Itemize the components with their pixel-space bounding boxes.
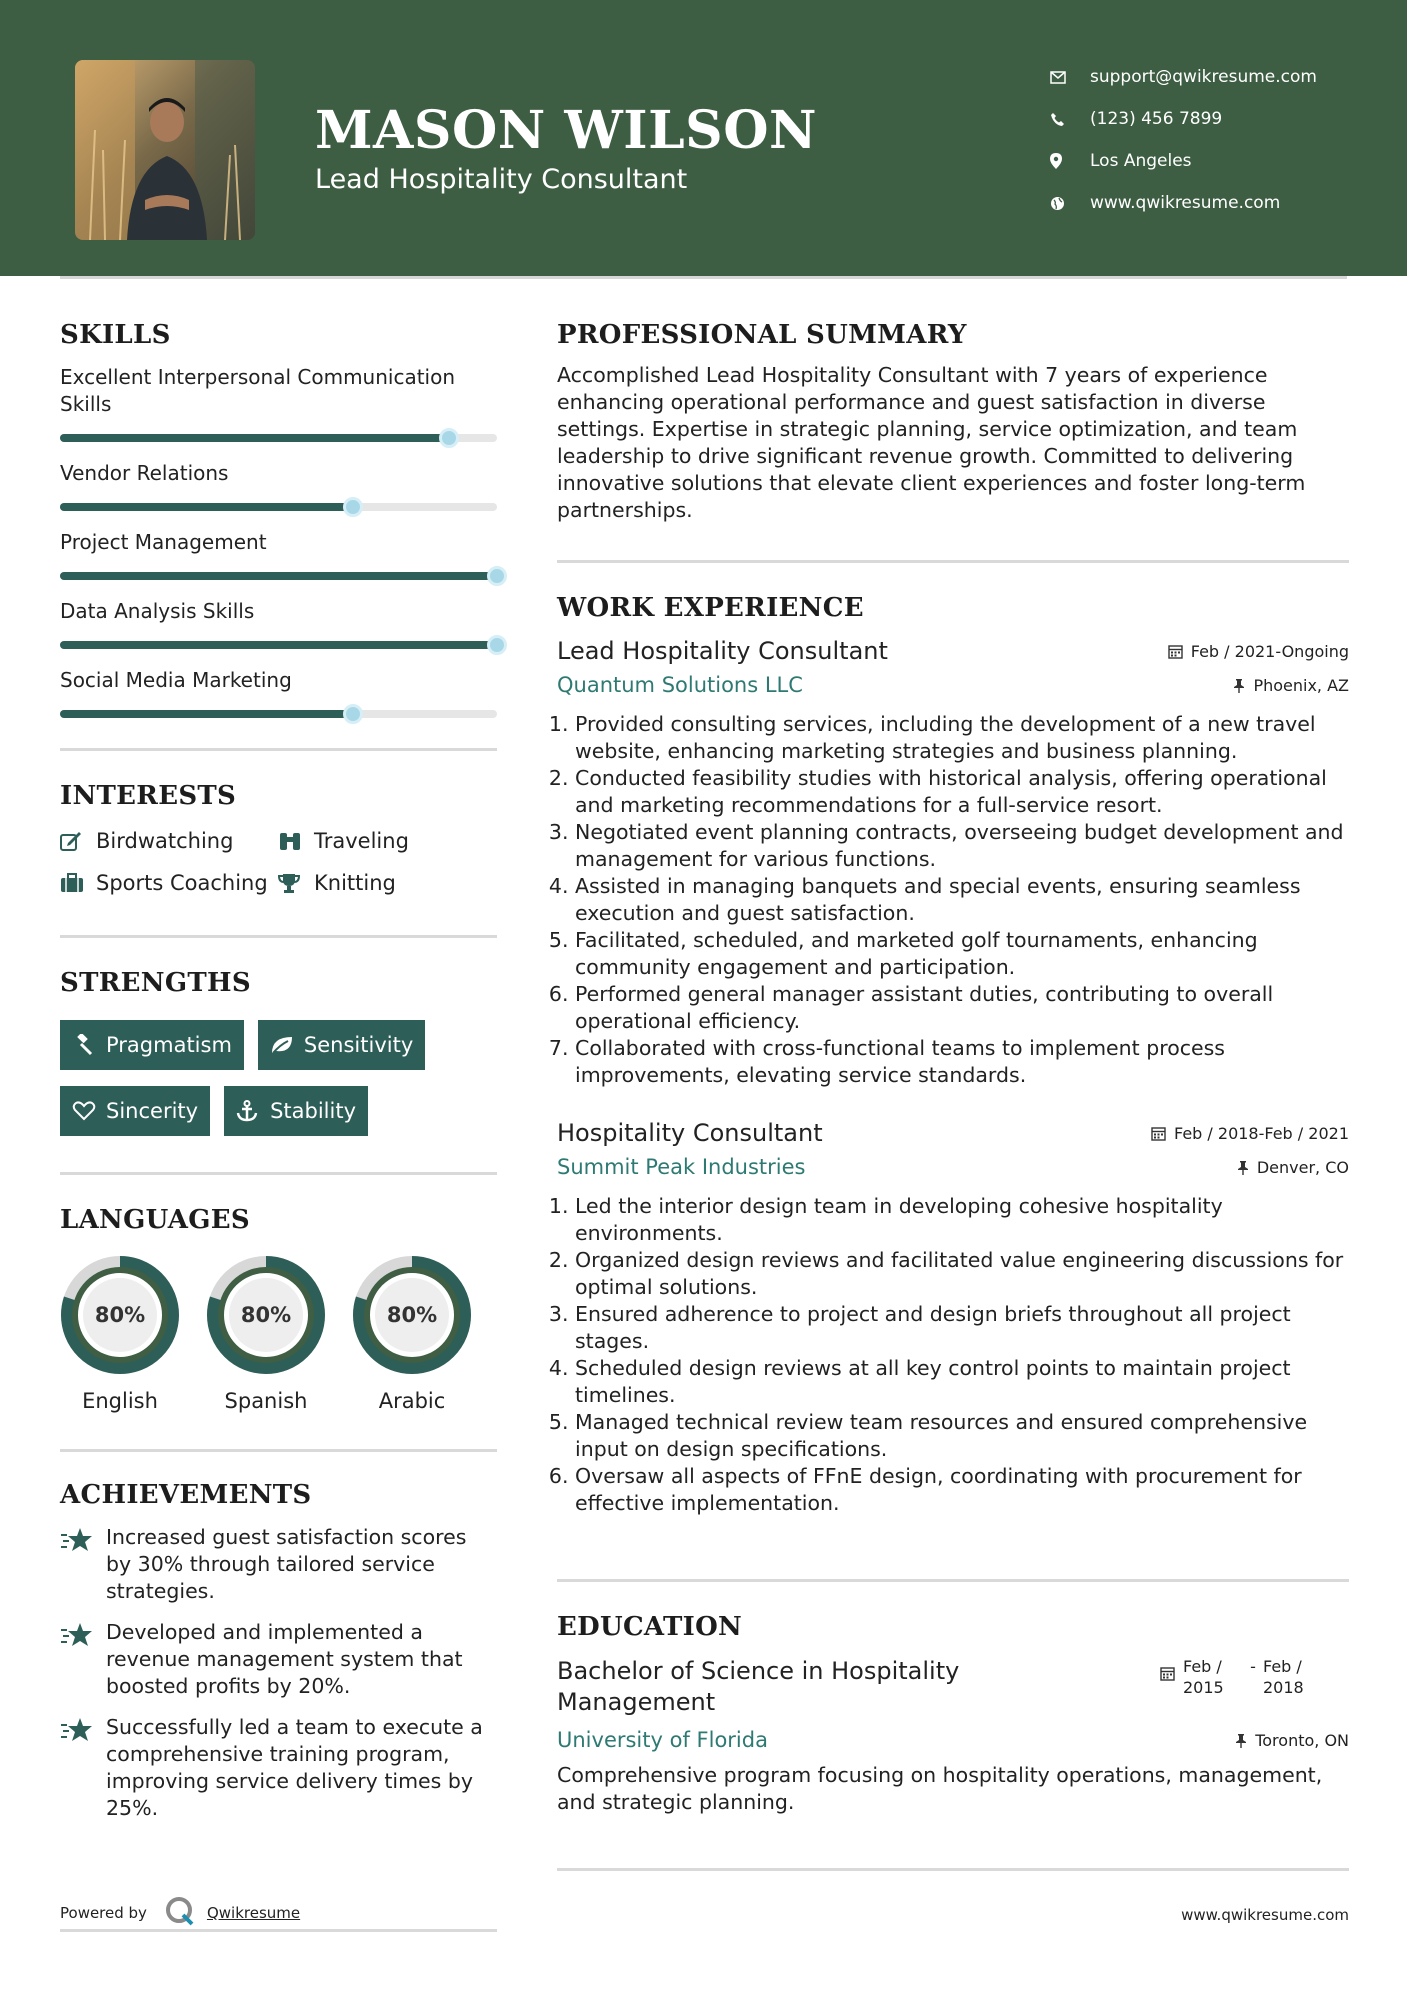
duty-item: 2. Conducted feasibility studies with historical analysis, offering operational and marketing recommendations for a full-service resort. (575, 765, 1349, 819)
phone-icon (1050, 112, 1090, 127)
interests-section (60, 781, 497, 895)
achievement-item (60, 1524, 497, 1605)
language-item (352, 1255, 472, 1413)
job-date-text: Feb / 2021-Ongoing (1190, 641, 1349, 661)
language-name: Arabic (378, 1389, 446, 1413)
education-description: Comprehensive program focusing on hospitality operations, management, and strategic planning. (557, 1763, 1323, 1814)
skill-bar-fill (60, 503, 353, 511)
section-divider (60, 1449, 497, 1452)
pushpin-icon (1237, 1160, 1249, 1175)
star-badge-icon (60, 1714, 106, 1822)
education-location (1235, 1731, 1349, 1750)
skills-section (60, 320, 497, 718)
section-divider (60, 935, 497, 938)
skill-bar-knob (487, 566, 507, 586)
skill-name: Data Analysis Skills (60, 599, 255, 623)
interest-label: Sports Coaching (96, 871, 268, 895)
skill-bar-knob (343, 704, 363, 724)
achievements-section (60, 1480, 497, 1822)
achievement-text: Increased guest satisfaction scores by 30% through tailored service strategies. (106, 1525, 467, 1603)
job-date (1151, 1124, 1349, 1143)
powered-by (60, 1896, 300, 1930)
education-section (557, 1612, 1349, 1816)
duty-item: 5. Managed technical review team resources and ensured comprehensive input on design specifications. (575, 1409, 1349, 1463)
contact-list (1050, 56, 1317, 224)
calendar-icon (1160, 1666, 1175, 1681)
calendar-icon (1168, 644, 1183, 659)
interest-item (278, 829, 498, 853)
achievement-text: Successfully led a team to execute a comprehensive training program, improving service delivery times by 25%. (106, 1715, 483, 1820)
job-subheader (557, 673, 1349, 697)
duty-item: 4. Scheduled design reviews at all key control points to maintain project timelines. (575, 1355, 1349, 1409)
job-subheader (557, 1155, 1349, 1179)
job-header (557, 1119, 1349, 1147)
summary-title: PROFESSIONAL SUMMARY (557, 320, 967, 350)
contact-location (1050, 140, 1317, 182)
skill-bar (60, 710, 497, 718)
interest-item (278, 871, 498, 895)
leaf-icon (270, 1035, 304, 1055)
language-percent: 80% (240, 1303, 292, 1327)
skill-bar-knob (487, 635, 507, 655)
skill-item (60, 667, 497, 718)
skill-item (60, 529, 497, 580)
achievement-text: Developed and implemented a revenue management system that boosted profits by 20%. (106, 1620, 463, 1698)
section-divider (557, 1579, 1349, 1582)
candidate-name: MASON WILSON (315, 100, 818, 161)
calendar-icon (1151, 1126, 1166, 1141)
right-column (557, 320, 1349, 1871)
interest-label: Traveling (314, 829, 409, 853)
skill-bar (60, 434, 497, 442)
interest-label: Knitting (314, 871, 396, 895)
strengths-section (60, 968, 497, 1136)
section-divider (60, 1172, 497, 1175)
skill-item (60, 364, 497, 442)
education-end-date: Feb / 2018 (1263, 1657, 1304, 1697)
summary-section (557, 320, 1349, 524)
job-location (1237, 1158, 1349, 1177)
language-name: Spanish (224, 1389, 308, 1413)
interest-item (60, 871, 278, 895)
achievement-item (60, 1619, 497, 1700)
anchor-icon (236, 1100, 270, 1122)
job-duties (557, 711, 1349, 1089)
contact-website-text: www.qwikresume.com (1090, 193, 1281, 213)
globe-icon (1050, 196, 1090, 211)
star-badge-icon (60, 1619, 106, 1700)
date-separator: - (1250, 1657, 1256, 1676)
job-date (1168, 642, 1349, 661)
job-location-text: Denver, CO (1256, 1157, 1349, 1177)
skill-item (60, 598, 497, 649)
briefcase-icon (60, 873, 96, 893)
skills-list (60, 364, 497, 718)
duty-item: 6. Performed general manager assistant duties, contributing to overall operational efficiency. (575, 981, 1349, 1035)
gavel-icon (72, 1034, 106, 1056)
duty-item: 1. Provided consulting services, including the development of a new travel website, enhancing marketing strategies and business planning. (575, 711, 1349, 765)
job-title: Hospitality Consultant (557, 1119, 823, 1147)
skill-name: Project Management (60, 530, 267, 554)
job-duties (557, 1193, 1349, 1517)
job-title: Lead Hospitality Consultant (557, 637, 888, 665)
contact-location-text: Los Angeles (1090, 151, 1192, 171)
duty-item: 3. Ensured adherence to project and design briefs throughout all project stages. (575, 1301, 1349, 1355)
envelope-icon (1050, 71, 1090, 84)
trophy-icon (278, 873, 314, 893)
powered-by-label: Powered by (60, 1904, 147, 1922)
star-badge-icon (60, 1524, 106, 1605)
education-start-date: Feb / 2015 (1183, 1657, 1224, 1697)
skill-bar-fill (60, 572, 497, 580)
duty-item: 1. Led the interior design team in developing cohesive hospitality environments. (575, 1193, 1349, 1247)
job-entry (557, 1119, 1349, 1517)
language-name: English (82, 1389, 158, 1413)
language-percent: 80% (386, 1303, 438, 1327)
languages-list (60, 1255, 497, 1413)
binoculars-icon (278, 831, 314, 851)
languages-title: LANGUAGES (60, 1205, 250, 1235)
skill-bar-knob (343, 497, 363, 517)
footer-divider (60, 1929, 497, 1932)
school-name: University of Florida (557, 1728, 768, 1752)
education-date (1160, 1656, 1313, 1698)
job-date-text: Feb / 2018-Feb / 2021 (1174, 1123, 1349, 1143)
interests-list (60, 829, 497, 895)
skill-bar (60, 572, 497, 580)
section-divider (557, 1868, 1349, 1871)
language-ring (206, 1255, 326, 1375)
skill-bar-fill (60, 710, 353, 718)
duty-item: 6. Oversaw all aspects of FFnE design, coordinating with procurement for effective implementation. (575, 1463, 1349, 1517)
contact-email-text: support@qwikresume.com (1090, 67, 1317, 87)
skill-bar (60, 503, 497, 511)
skill-bar-fill (60, 434, 449, 442)
location-pin-icon (1050, 153, 1090, 169)
language-percent: 80% (94, 1303, 146, 1327)
strength-tag (60, 1020, 244, 1070)
section-divider (557, 560, 1349, 563)
skill-name: Excellent Interpersonal Communication Skills (60, 365, 456, 416)
education-header (557, 1656, 1349, 1718)
resume-header (0, 0, 1407, 276)
skill-bar-knob (439, 428, 459, 448)
strengths-list (60, 1020, 497, 1136)
language-ring (352, 1255, 472, 1375)
duty-item: 5. Facilitated, scheduled, and marketed golf tournaments, enhancing community engagement and participation. (575, 927, 1349, 981)
strength-label: Pragmatism (106, 1033, 232, 1057)
section-divider (60, 748, 497, 751)
language-ring (60, 1255, 180, 1375)
duty-item: 4. Assisted in managing banquets and special events, ensuring seamless execution and guest satisfaction. (575, 873, 1349, 927)
interest-item (60, 829, 278, 853)
skills-title: SKILLS (60, 320, 171, 350)
job-location-text: Phoenix, AZ (1253, 675, 1349, 695)
education-title: EDUCATION (557, 1612, 743, 1642)
strengths-title: STRENGTHS (60, 968, 251, 998)
contact-website[interactable] (1050, 182, 1317, 224)
strength-tag (258, 1020, 425, 1070)
strength-label: Stability (270, 1099, 357, 1123)
job-company: Quantum Solutions LLC (557, 673, 803, 697)
education-location-text: Toronto, ON (1255, 1730, 1349, 1750)
duty-item: 7. Collaborated with cross-functional teams to implement process improvements, elevating service standards. (575, 1035, 1349, 1089)
header-divider (60, 276, 1347, 279)
interests-title: INTERESTS (60, 781, 237, 811)
job-entry (557, 637, 1349, 1089)
achievements-title: ACHIEVEMENTS (60, 1480, 312, 1510)
achievement-item (60, 1714, 497, 1822)
duty-item: 3. Negotiated event planning contracts, overseeing budget development and management for various functions. (575, 819, 1349, 873)
skill-item (60, 460, 497, 511)
skill-bar (60, 641, 497, 649)
contact-phone[interactable] (1050, 98, 1317, 140)
experience-title: WORK EXPERIENCE (557, 593, 864, 623)
left-column (60, 320, 497, 1822)
education-subheader (557, 1728, 1349, 1752)
strength-tag (224, 1086, 368, 1136)
language-item (60, 1255, 180, 1413)
language-item (206, 1255, 326, 1413)
strength-label: Sincerity (106, 1099, 199, 1123)
job-location (1233, 676, 1349, 695)
candidate-role: Lead Hospitality Consultant (315, 164, 688, 195)
skill-name: Vendor Relations (60, 461, 229, 485)
job-header (557, 637, 1349, 665)
summary-text: Accomplished Lead Hospitality Consultant with 7 years of experience enhancing operational performance and guest satisfaction in diverse settings. Expertise in strategic planning, service optimization, and team leadership to drive significant revenue growth. Committed to delivering innovative solutions that elevate client experiences and foster long-term partnerships. (557, 363, 1306, 522)
contact-phone-text: (123) 456 7899 (1090, 109, 1223, 129)
contact-email[interactable] (1050, 56, 1317, 98)
footer-url[interactable]: www.qwikresume.com (1181, 1906, 1349, 1924)
skill-bar-fill (60, 641, 497, 649)
pushpin-icon (1235, 1733, 1247, 1748)
job-company: Summit Peak Industries (557, 1155, 806, 1179)
interest-label: Birdwatching (96, 829, 234, 853)
languages-section (60, 1205, 497, 1413)
skill-name: Social Media Marketing (60, 668, 292, 692)
experience-section (557, 593, 1349, 1517)
strength-tag (60, 1086, 210, 1136)
duty-item: 2. Organized design reviews and facilitated value engineering discussions for optimal solutions. (575, 1247, 1349, 1301)
profile-photo (75, 60, 255, 240)
qwikresume-logo-icon (165, 1896, 195, 1930)
pushpin-icon (1233, 678, 1245, 693)
brand-link[interactable]: Qwikresume (206, 1904, 301, 1922)
heart-icon (72, 1101, 106, 1121)
pencil-square-icon (60, 831, 96, 851)
degree-title: Bachelor of Science in Hospitality Management (557, 1657, 960, 1716)
strength-label: Sensitivity (303, 1033, 414, 1057)
